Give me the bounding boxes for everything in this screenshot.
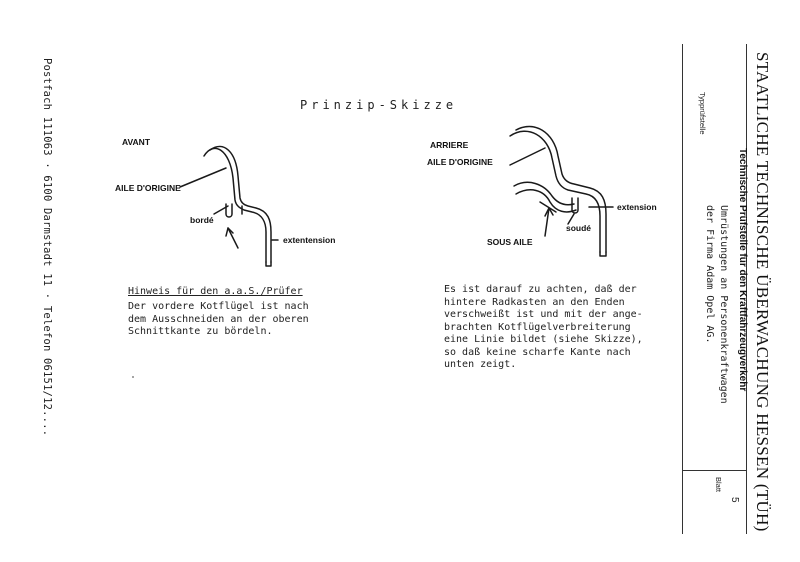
note-front-body: Der vordere Kotflügel ist nach dem Ausschneiden an der oberen Schnittkante zu bördeln. bbox=[128, 301, 309, 337]
blatt-label: Blatt bbox=[714, 477, 723, 493]
label-avant: AVANT bbox=[122, 137, 151, 147]
department-name: Technische Prüfstelle für den Kraftfahrzeugverkehr bbox=[737, 148, 748, 392]
scan-speck bbox=[132, 376, 134, 378]
subject-text: Umrüstungen an Personenkraftwagen der Firma Adam Opel AG. bbox=[704, 205, 729, 404]
address-line: Postfach 111063 · 6100 Darmstadt 11 · Telefon 06151/12.... bbox=[41, 58, 53, 437]
blatt-number: 5 bbox=[729, 497, 740, 503]
note-front-heading: Hinweis für den a.a.S./Prüfer bbox=[128, 286, 303, 297]
note-rear-body: Es ist darauf zu achten, daß der hintere Radkasten an den Enden verschweißt ist und mit der ange- brachten Kotflügelverbreiterung eine Linie bildet (siehe Skizze), so daß keine scharfe Kante nach unten zeigt. bbox=[444, 284, 643, 370]
label-aile-origine-front: AILE D'ORIGINE bbox=[115, 183, 181, 193]
organization-name: STAATLICHE TECHNISCHE ÜBERWACHUNG HESSEN (TÜH) bbox=[753, 52, 772, 532]
label-sous-aile: SOUS AILE bbox=[487, 237, 533, 247]
label-soude: soudé bbox=[566, 223, 592, 233]
divider-line bbox=[682, 470, 746, 471]
label-aile-origine-rear: AILE D'ORIGINE bbox=[427, 157, 493, 167]
label-arriere: ARRIERE bbox=[430, 140, 469, 150]
divider-line bbox=[682, 44, 683, 534]
typ-label: Typprüfstelle bbox=[698, 92, 707, 135]
label-borde: bordé bbox=[190, 215, 214, 225]
page-title: Prinzip-Skizze bbox=[300, 98, 458, 112]
label-extension-rear: extension bbox=[617, 202, 657, 212]
label-extentension: extentension bbox=[283, 235, 336, 245]
